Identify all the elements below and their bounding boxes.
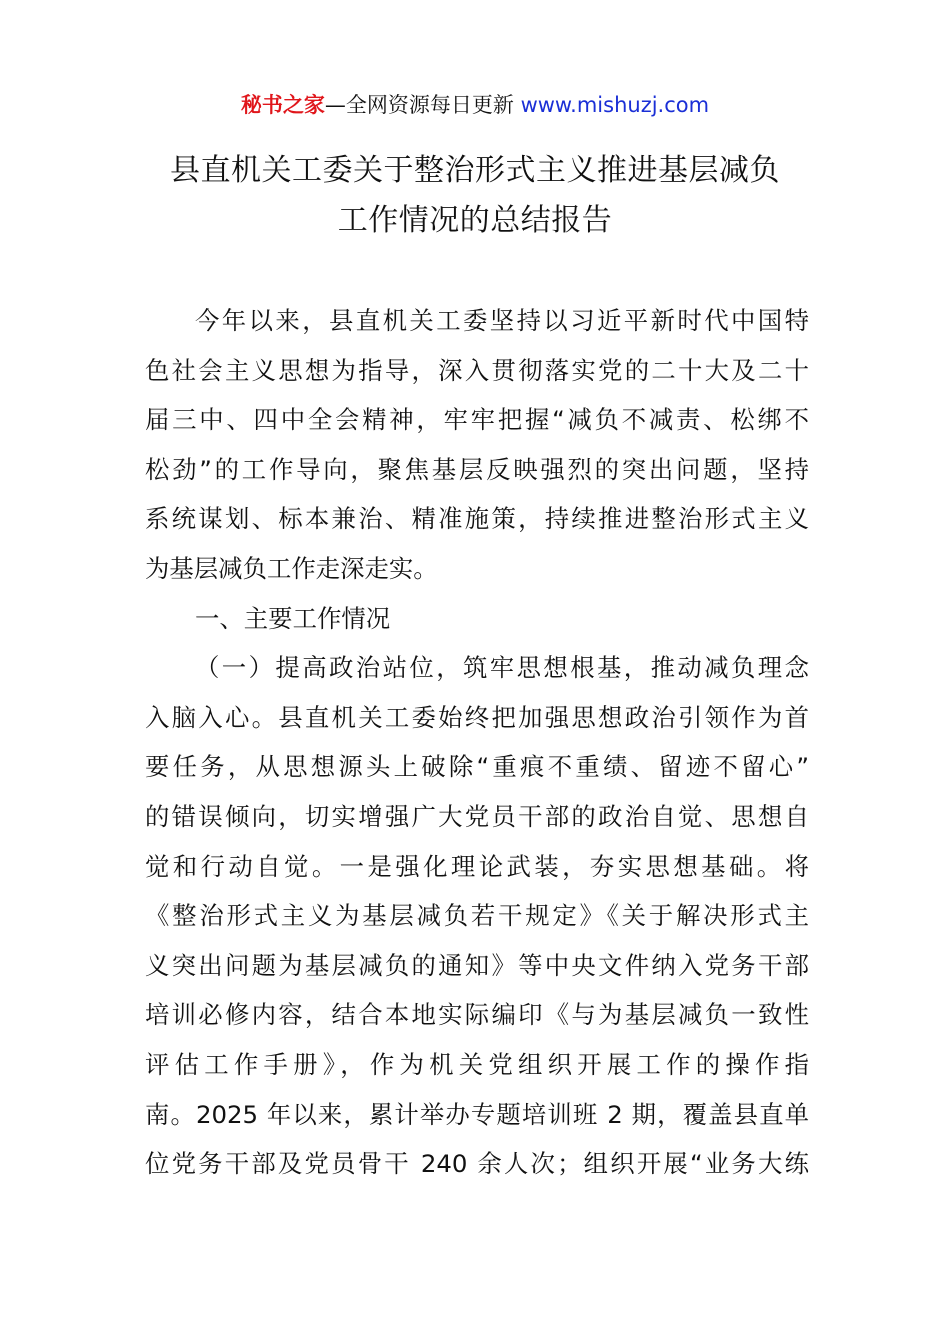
site-header — [0, 88, 950, 122]
title-line-2: 工作情况的总结报告 — [337, 203, 613, 238]
text-line: 评估工作手册》，作为机关党组织开展工作的操作指 — [145, 1049, 809, 1079]
text-line: 觉和行动自觉。一是强化理论武装，夯实思想基础。将 — [145, 851, 809, 881]
text-line: 色社会主义思想为指导，深入贯彻落实党的二十大及二十 — [145, 355, 809, 385]
text-line: 届三中、四中全会精神，牢牢把握“减负不减责、松绑不 — [145, 405, 809, 435]
text-line: 南。2025 年以来，累计举办专题培训班 2 期，覆盖县直单 — [145, 1099, 809, 1129]
site-tagline: —全网资源每日更新 — [324, 93, 514, 117]
title-line-1: 县直机关工委关于整治形式主义推进基层减负 — [170, 153, 780, 188]
paragraph-intro — [145, 296, 809, 594]
text-line: 今年以来，县直机关工委坚持以习近平新时代中国特 — [195, 306, 809, 335]
section-heading: 一、主要工作情况 — [195, 603, 391, 633]
text-line: 培训必修内容，结合本地实际编印《与为基层减负一致性 — [145, 1000, 809, 1030]
text-line: 位党务干部及党员骨干 240 余人次；组织开展“业务大练 — [145, 1149, 809, 1179]
text-line: 松劲”的工作导向，聚焦基层反映强烈的突出问题，坚持 — [145, 454, 809, 484]
site-url-link[interactable]: www.mishuzj.com — [520, 93, 710, 117]
text-line: 《整治形式主义为基层减负若干规定》《关于解决形式主 — [145, 901, 809, 931]
document-title — [0, 146, 950, 246]
text-line: 的错误倾向，切实增强广大党员干部的政治自觉、思想自 — [145, 801, 809, 831]
text-line: 义突出问题为基层减负的通知》等中央文件纳入党务干部 — [145, 950, 809, 980]
paragraph-section-1-1 — [145, 643, 809, 1189]
document-body — [145, 296, 809, 1189]
text-line: 系统谋划、标本兼治、精准施策，持续推进整治形式主义 — [145, 504, 809, 534]
site-brand: 秘书之家 — [240, 93, 325, 117]
text-line: 入脑入心。县直机关工委始终把加强思想政治引领作为首 — [145, 702, 809, 732]
text-line: 要任务，从思想源头上破除“重痕不重绩、留迹不留心” — [145, 752, 809, 782]
text-line: （一）提高政治站位，筑牢思想根基，推动减负理念 — [195, 653, 809, 683]
text-line: 为基层减负工作走深走实。 — [145, 553, 438, 583]
